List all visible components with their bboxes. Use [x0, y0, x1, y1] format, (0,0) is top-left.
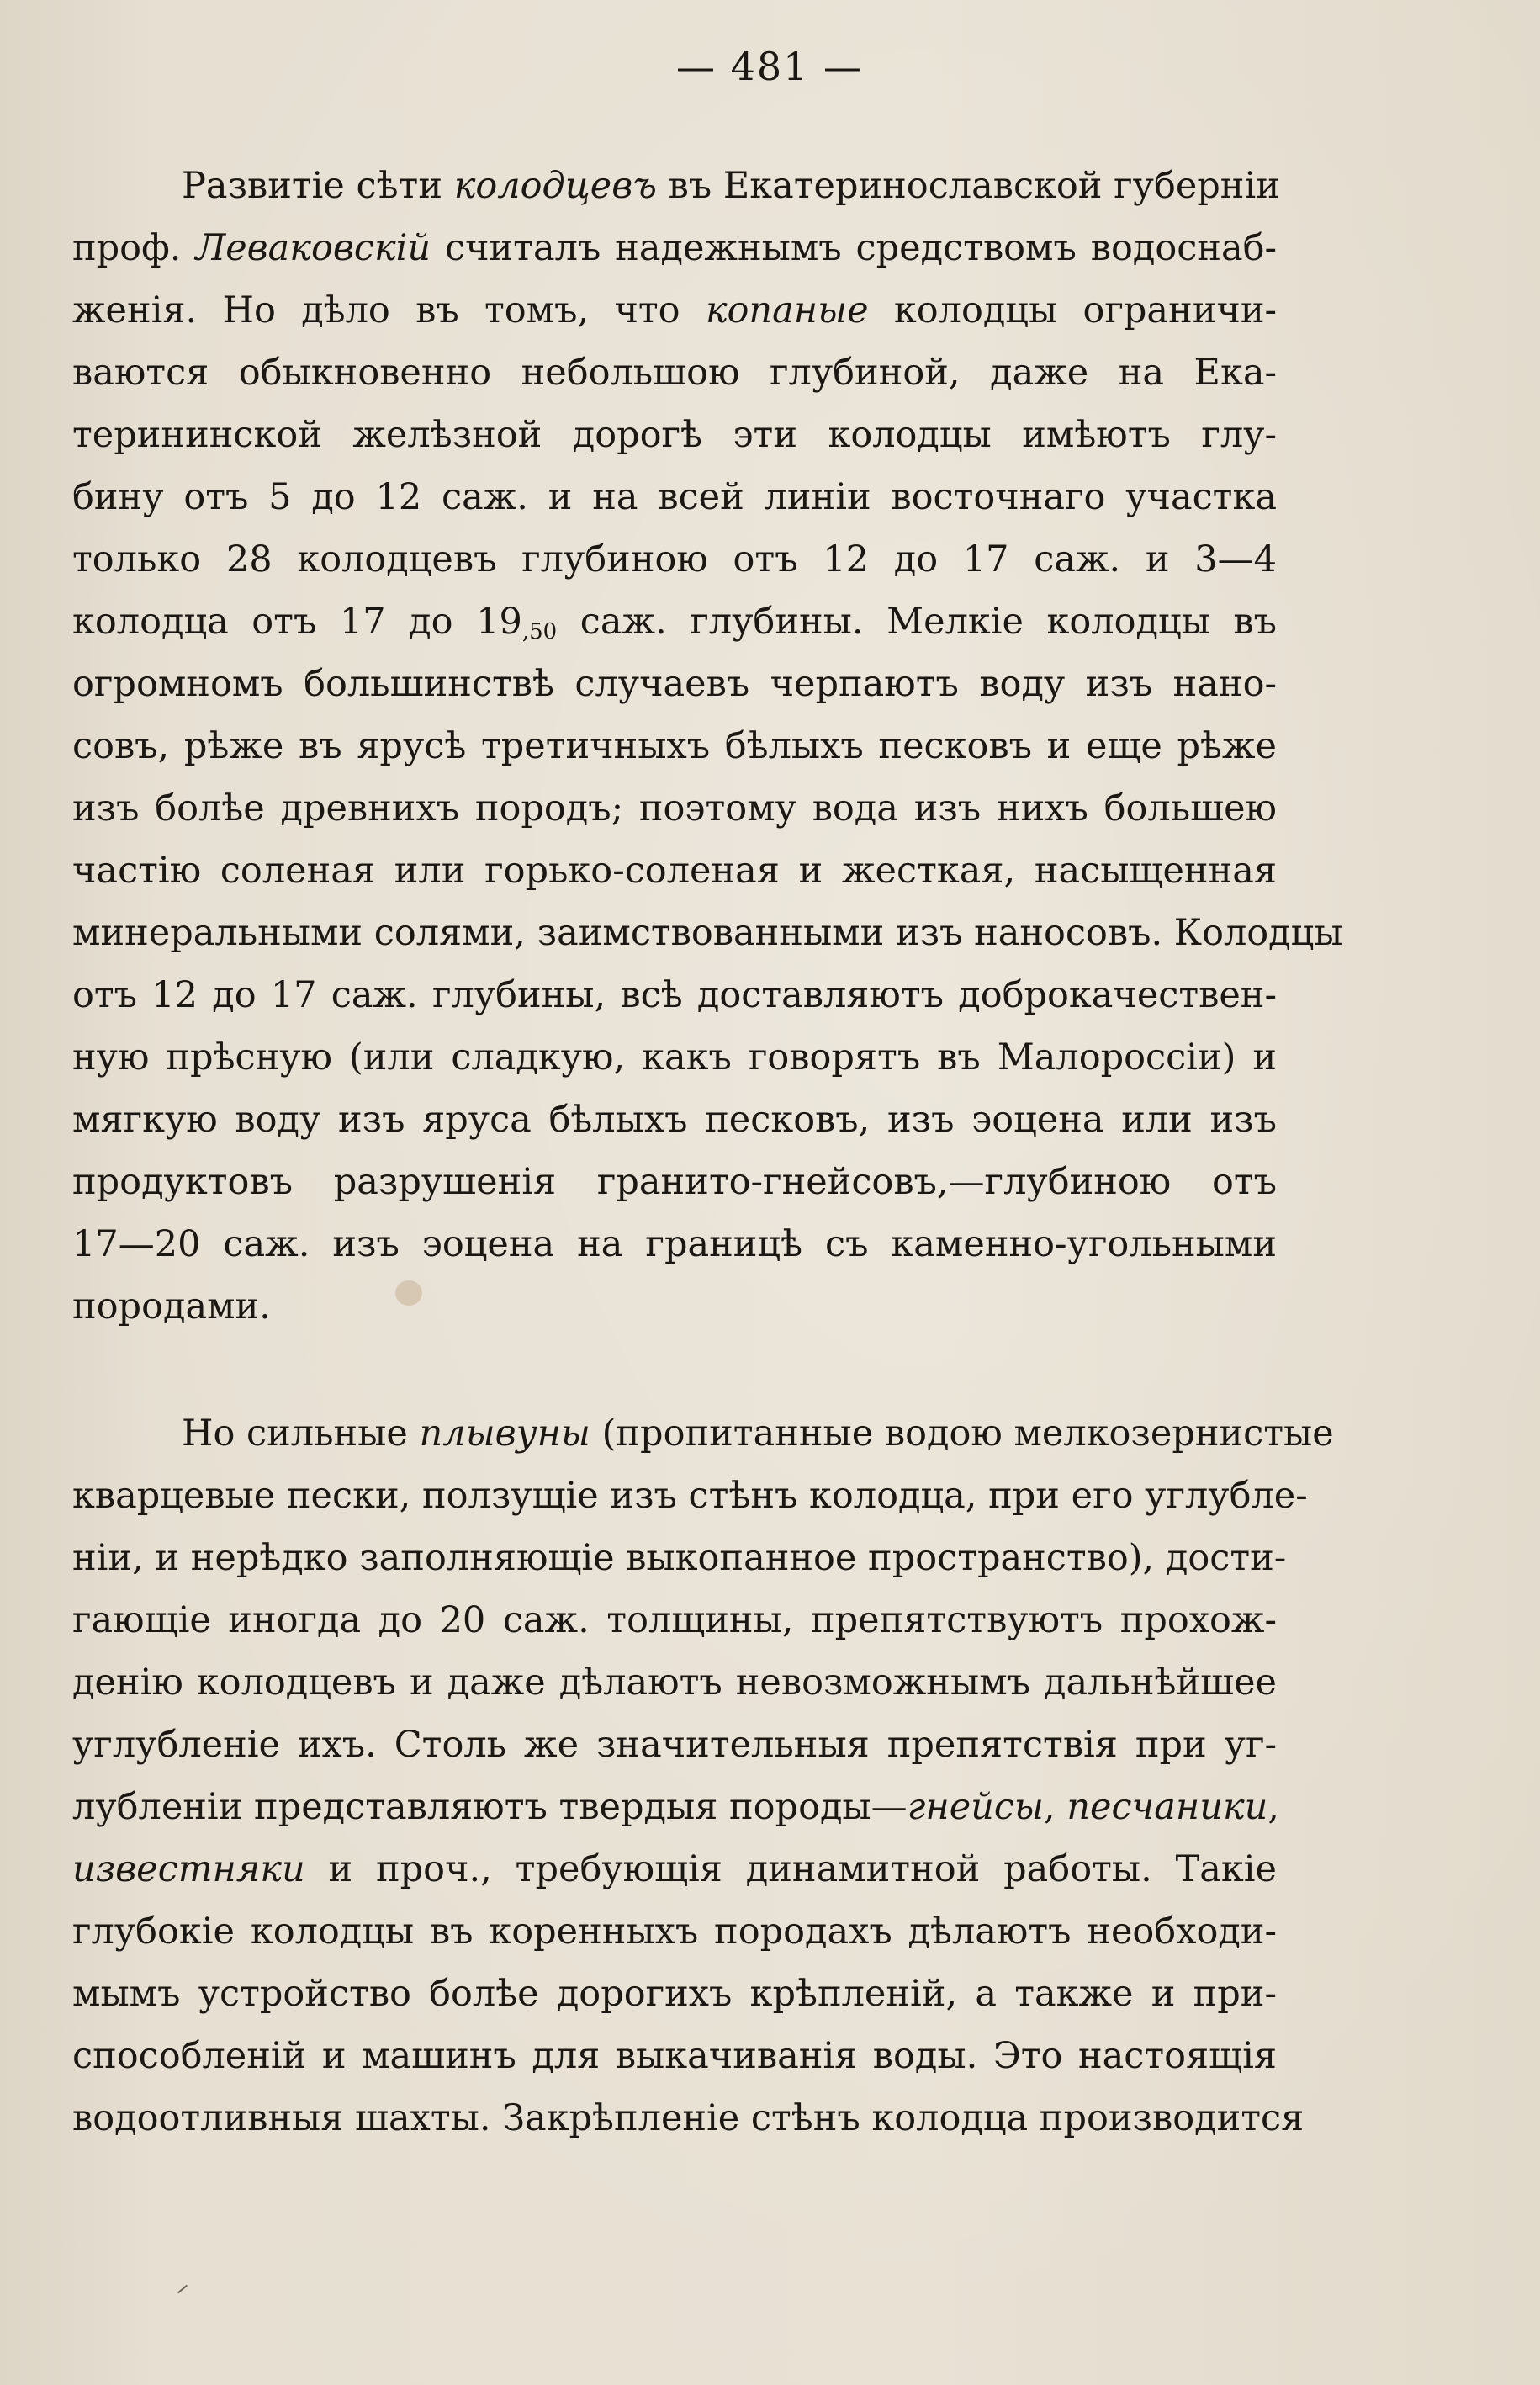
- text-line: минеральными солями, заимствованными изъ наносовъ. Колодцы: [72, 912, 1343, 954]
- text-line: совъ, рѣже въ ярусѣ третичныхъ бѣлыхъ песковъ и еще рѣже: [72, 725, 1277, 767]
- text-line: известняки и проч., требующія динамитной работы. Такіе: [72, 1848, 1277, 1890]
- italic-term: колодцевъ: [453, 165, 657, 207]
- text-line: глубокіе колодцы въ коренныхъ породахъ дѣлаютъ необходи-: [72, 1911, 1277, 1953]
- pencil-mark: [177, 2285, 188, 2294]
- text-line: бину отъ 5 до 12 саж. и на всей линіи восточнаго участка: [72, 476, 1277, 518]
- text-line: кварцевые пески, ползущіе изъ стѣнъ колодца, при его углубле-: [72, 1475, 1308, 1517]
- paragraph-2: [72, 1402, 1334, 2149]
- text-line: Развитіе сѣти колодцевъ въ Екатеринославской губерніи: [182, 165, 1280, 207]
- paragraph-1: [72, 155, 1343, 1338]
- text-line: мягкую воду изъ яруса бѣлыхъ песковъ, изъ эоцена или изъ: [72, 1099, 1277, 1141]
- text-line: терининской желѣзной дорогѣ эти колодцы имѣютъ глу-: [72, 414, 1277, 456]
- text-line: денію колодцевъ и даже дѣлаютъ невозможнымъ дальнѣйшее: [72, 1662, 1277, 1704]
- text-line: гающіе иногда до 20 саж. толщины, препятствуютъ прохож-: [72, 1599, 1277, 1641]
- italic-term: песчаники: [1066, 1786, 1268, 1828]
- text-line: колодца отъ 17 до $19_{,50}$ саж. глубины. Мелкіе колодцы въ: [72, 601, 1277, 644]
- text-line: ніи, и нерѣдко заполняющіе выкопанное пространство), дости-: [72, 1537, 1287, 1579]
- text-line: отъ 12 до 17 саж. глубины, всѣ доставляютъ доброкачествен-: [72, 974, 1277, 1016]
- text-line: 17—20 саж. изъ эоцена на границѣ съ каменно-угольными: [72, 1223, 1277, 1265]
- text-line: продуктовъ разрушенія гранито-гнейсовъ,—глубиною отъ: [72, 1161, 1277, 1203]
- text-line: огромномъ большинствѣ случаевъ черпаютъ воду изъ нано-: [72, 663, 1277, 705]
- italic-name: Леваковскій: [195, 227, 431, 269]
- text-line: Но сильные плывуны (пропитанные водою мелкозернистые: [182, 1412, 1334, 1455]
- text-line: проф. Леваковскій считалъ надежнымъ средствомъ водоснаб-: [72, 227, 1278, 269]
- text-line: женія. Но дѣло въ томъ, что копаные колодцы ограничи-: [72, 289, 1278, 331]
- text-line: водоотливныя шахты. Закрѣпленіе стѣнъ колодца производится: [72, 2097, 1305, 2139]
- italic-term: копаные: [705, 289, 869, 331]
- text-line: только 28 колодцевъ глубиною отъ 12 до 17 саж. и 3—4: [72, 538, 1277, 580]
- text-line: лубленіи представляютъ твердыя породы—гнейсы, песчаники,: [72, 1786, 1279, 1828]
- text-line: способленій и машинъ для выкачиванія воды. Это настоящія: [72, 2035, 1277, 2077]
- text-line: породами.: [72, 1285, 271, 1328]
- text-line: мымъ устройство болѣе дорогихъ крѣпленій, а также и при-: [72, 1973, 1277, 2015]
- text-line: изъ болѣе древнихъ породъ; поэтому вода изъ нихъ большею: [72, 787, 1277, 829]
- text-line: ваются обыкновенно небольшою глубиной, даже на Ека-: [72, 352, 1277, 394]
- text-line: частію соленая или горько-соленая и жесткая, насыщенная: [72, 850, 1277, 892]
- italic-term: гнейсы: [907, 1786, 1044, 1828]
- text-line: углубленіе ихъ. Столь же значительныя препятствія при уг-: [72, 1724, 1277, 1766]
- text-line: ную прѣсную (или сладкую, какъ говорятъ въ Малороссіи) и: [72, 1036, 1277, 1079]
- italic-term: известняки: [72, 1848, 305, 1890]
- decimal-subscript: ,50: [521, 619, 558, 644]
- italic-term: плывуны: [419, 1412, 590, 1455]
- page-number: — 481 —: [675, 44, 865, 89]
